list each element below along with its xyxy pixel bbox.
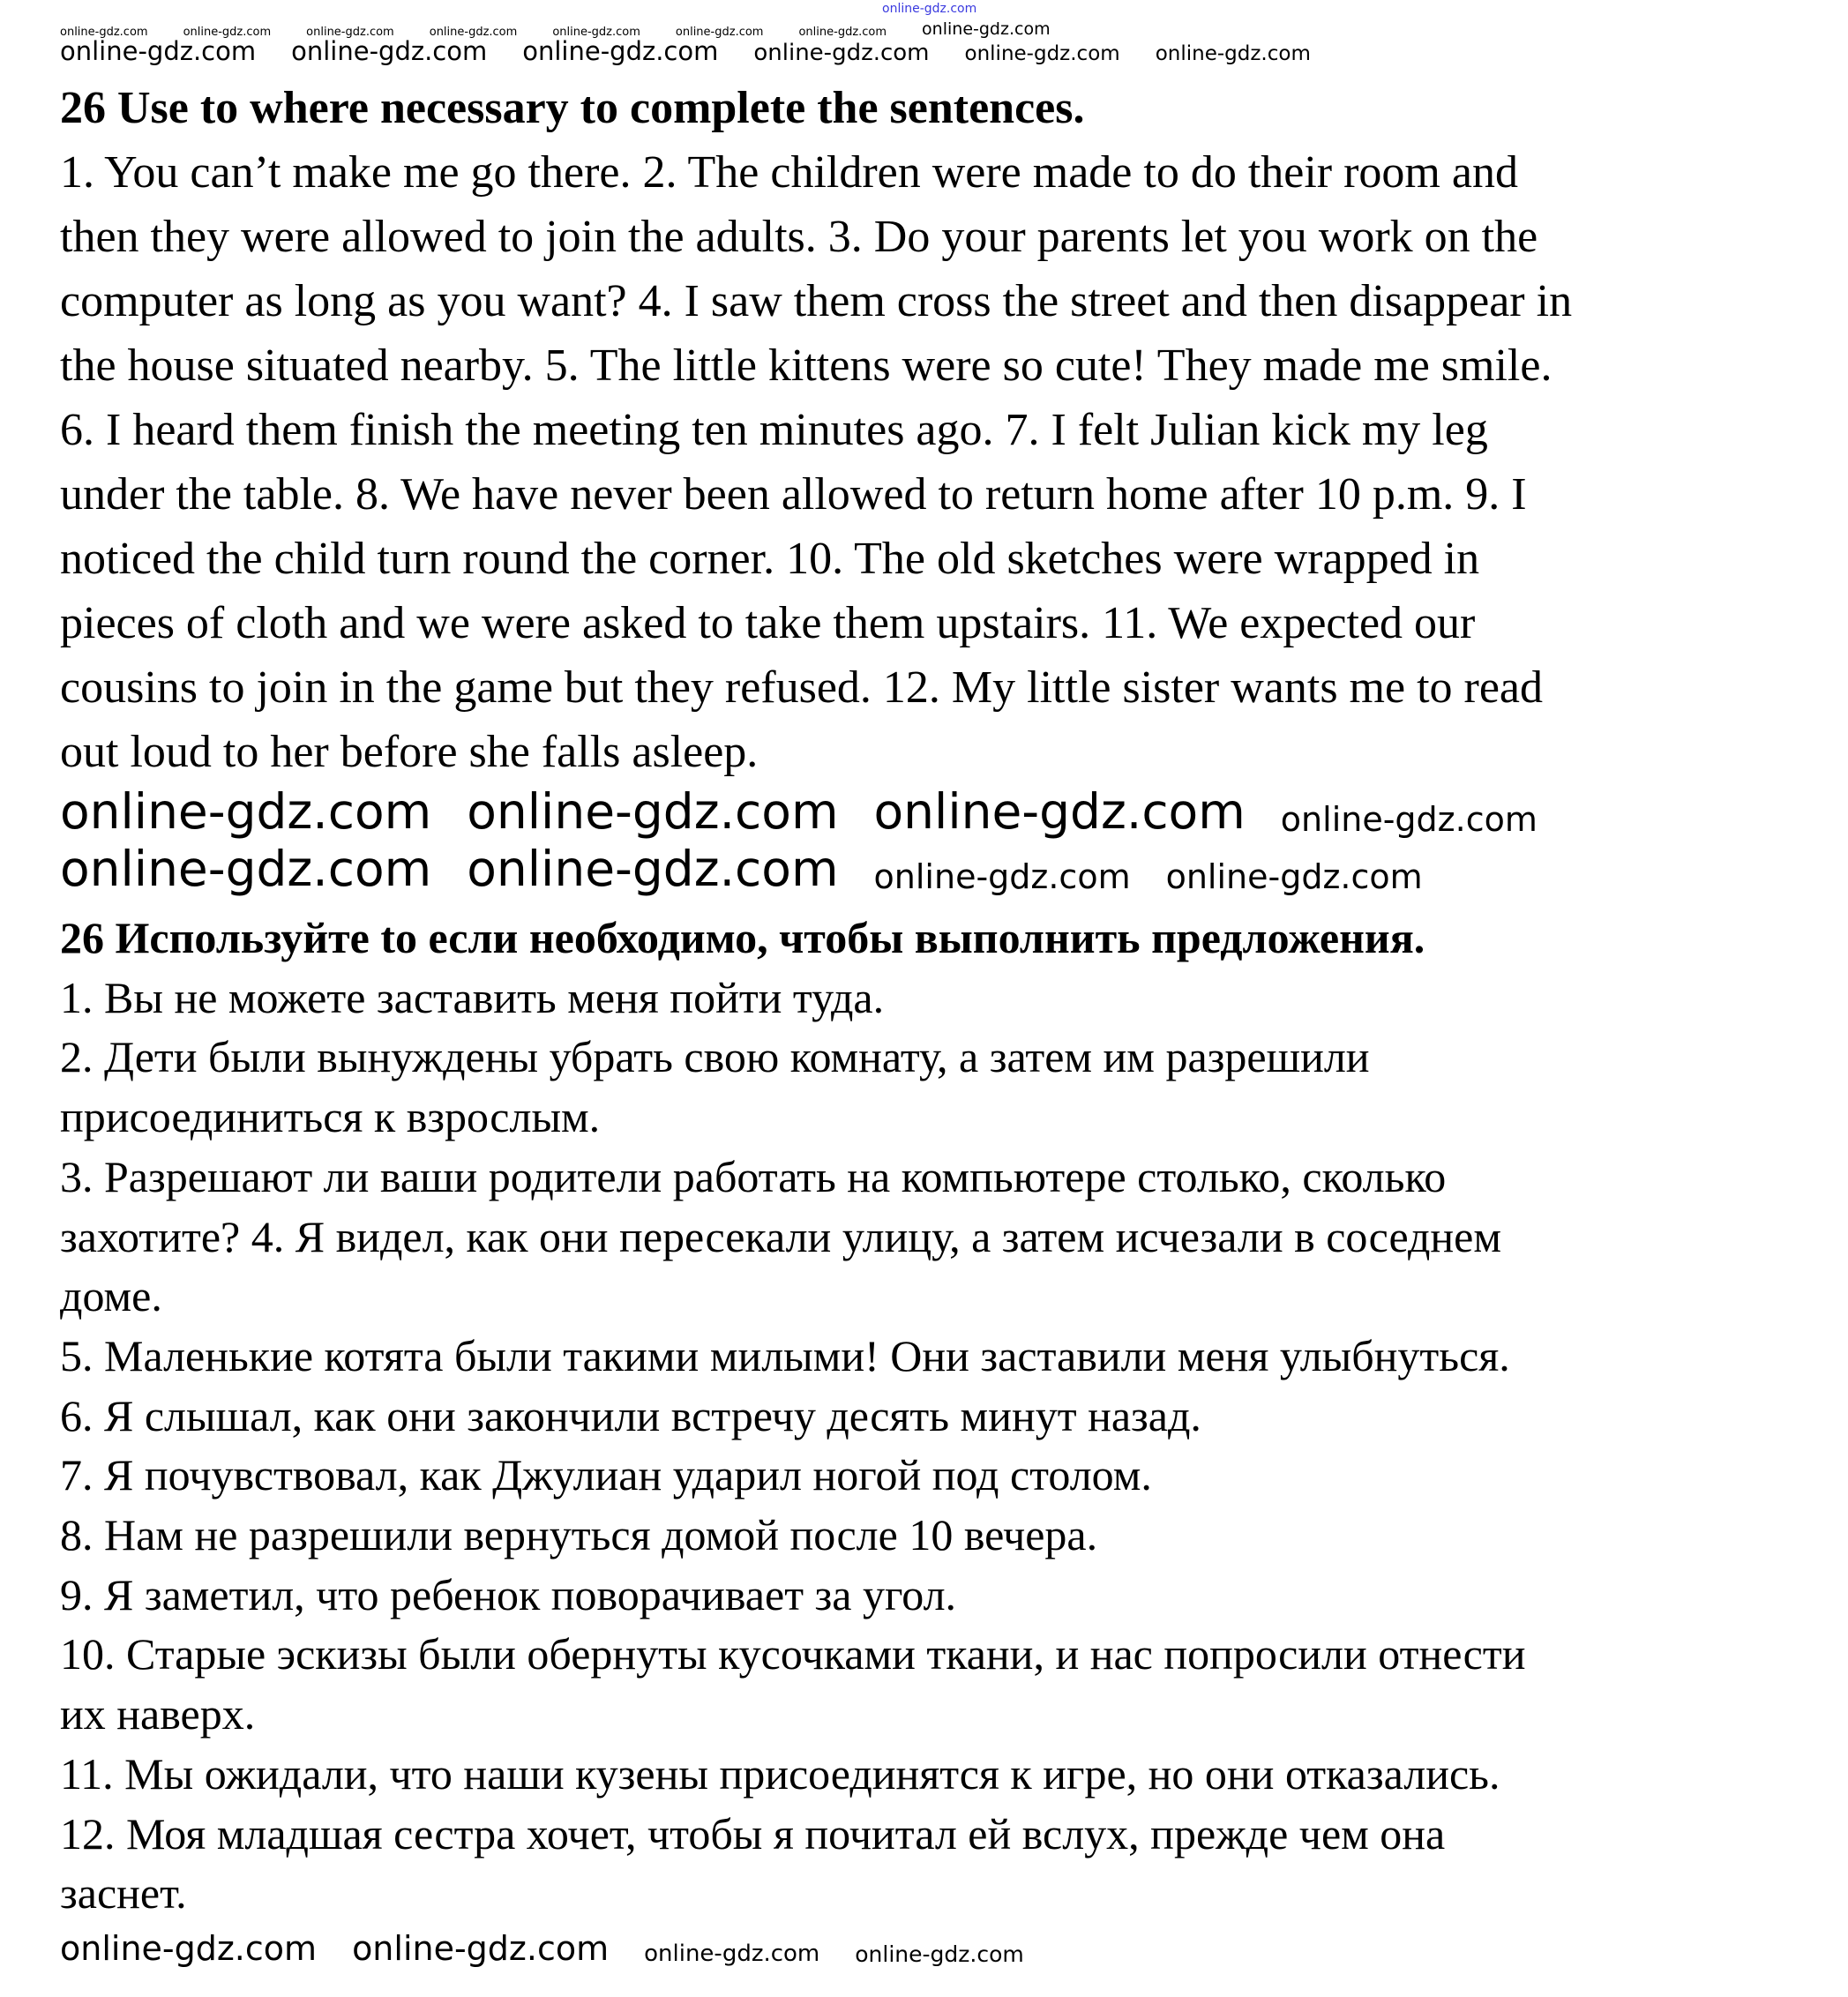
watermark: online-gdz.com <box>429 26 518 39</box>
english-heading: 26 Use to where necessary to complete the sentences. <box>60 83 1085 133</box>
russian-line: присоединиться к взрослым. <box>60 1092 601 1142</box>
watermark: online-gdz.com <box>60 841 432 897</box>
russian-line: 3. Разрешают ли ваши родители работать на компьютере столько, сколько <box>60 1151 1447 1201</box>
watermark: online-gdz.com <box>467 841 839 897</box>
watermark: online-gdz.com <box>798 26 887 39</box>
english-line: out loud to her before she falls asleep. <box>60 727 759 777</box>
russian-line: 10. Старые эскизы были обернуты кусочками ткани, и нас попросили отнести <box>60 1629 1526 1679</box>
english-exercise <box>60 76 1572 784</box>
watermark: online-gdz.com <box>675 26 764 39</box>
watermark: online-gdz.com <box>60 1929 318 1968</box>
russian-line: их наверх. <box>60 1689 256 1739</box>
watermark: online-gdz.com <box>183 26 272 39</box>
english-line: under the table. 8. We have never been allowed to return home after 10 p.m. 9. I <box>60 469 1527 520</box>
russian-line: 7. Я почувствовал, как Джулиан ударил ногой под столом. <box>60 1450 1152 1500</box>
watermark: online-gdz.com <box>1155 42 1311 65</box>
english-line: the house situated nearby. 5. The little kittens were so cute! They made me smile. <box>60 340 1552 391</box>
english-line: 6. I heard them finish the meeting ten minutes ago. 7. I felt Julian kick my leg <box>60 405 1488 455</box>
russian-translation <box>60 909 1525 1924</box>
english-line: 1. You can’t make me go there. 2. The children were made to do their room and <box>60 147 1518 198</box>
russian-line: 11. Мы ожидали, что наши кузены присоединятся к игре, но они отказались. <box>60 1748 1500 1799</box>
russian-line: доме. <box>60 1271 162 1321</box>
watermark: online-gdz.com <box>855 1941 1024 1967</box>
watermark-row <box>60 783 1538 840</box>
russian-line: 2. Дети были вынуждены убрать свою комнату, а затем им разрешили <box>60 1032 1370 1082</box>
watermark: online-gdz.com <box>60 26 148 39</box>
watermark: online-gdz.com <box>291 36 488 66</box>
english-line: computer as long as you want? 4. I saw them cross the street and then disappear in <box>60 276 1573 326</box>
watermark: online-gdz.com <box>644 1941 820 1967</box>
russian-line: 5. Маленькие котята были такими милыми! Они заставили меня улыбнуться. <box>60 1330 1510 1380</box>
english-line: cousins to join in the game but they refused. 12. My little sister wants me to read <box>60 662 1544 713</box>
russian-heading: 26 Используйте to если необходимо, чтобы выполнить предложения. <box>60 913 1425 962</box>
watermark: online-gdz.com <box>753 40 930 66</box>
watermark: online-gdz.com <box>964 42 1120 65</box>
watermark: online-gdz.com <box>882 2 977 16</box>
watermark: online-gdz.com <box>352 1929 610 1968</box>
watermark-row <box>60 1929 1024 1968</box>
watermark: online-gdz.com <box>467 783 839 840</box>
english-line: then they were allowed to join the adults. 3. Do your parents let you work on the <box>60 212 1538 262</box>
russian-line: 8. Нам не разрешили вернуться домой после 10 вечера. <box>60 1510 1098 1560</box>
russian-line: 9. Я заметил, что ребенок поворачивает за угол. <box>60 1569 957 1619</box>
watermark: online-gdz.com <box>60 36 257 66</box>
watermark: online-gdz.com <box>873 857 1131 896</box>
watermark: online-gdz.com <box>522 36 719 66</box>
russian-line: 1. Вы не можете заставить меня пойти туда. <box>60 972 885 1022</box>
watermark: online-gdz.com <box>873 783 1246 840</box>
watermark: online-gdz.com <box>552 26 640 39</box>
english-line: noticed the child turn round the corner. 10. The old sketches were wrapped in <box>60 534 1480 584</box>
russian-line: захотите? 4. Я видел, как они пересекали улицу, а затем исчезали в соседнем <box>60 1211 1502 1261</box>
watermark: online-gdz.com <box>306 26 394 39</box>
watermark: online-gdz.com <box>1165 857 1423 896</box>
russian-line: 6. Я слышал, как они закончили встречу десять минут назад. <box>60 1390 1201 1440</box>
russian-line: заснет. <box>60 1868 187 1918</box>
russian-line: 12. Моя младшая сестра хочет, чтобы я почитал ей вслух, прежде чем она <box>60 1808 1446 1859</box>
watermark-row <box>60 841 1423 897</box>
english-line: pieces of cloth and we were asked to take them upstairs. 11. We expected our <box>60 598 1476 648</box>
watermark-row <box>60 36 1311 66</box>
watermark: online-gdz.com <box>60 783 432 840</box>
watermark: online-gdz.com <box>922 19 1051 39</box>
watermark: online-gdz.com <box>1280 800 1538 839</box>
